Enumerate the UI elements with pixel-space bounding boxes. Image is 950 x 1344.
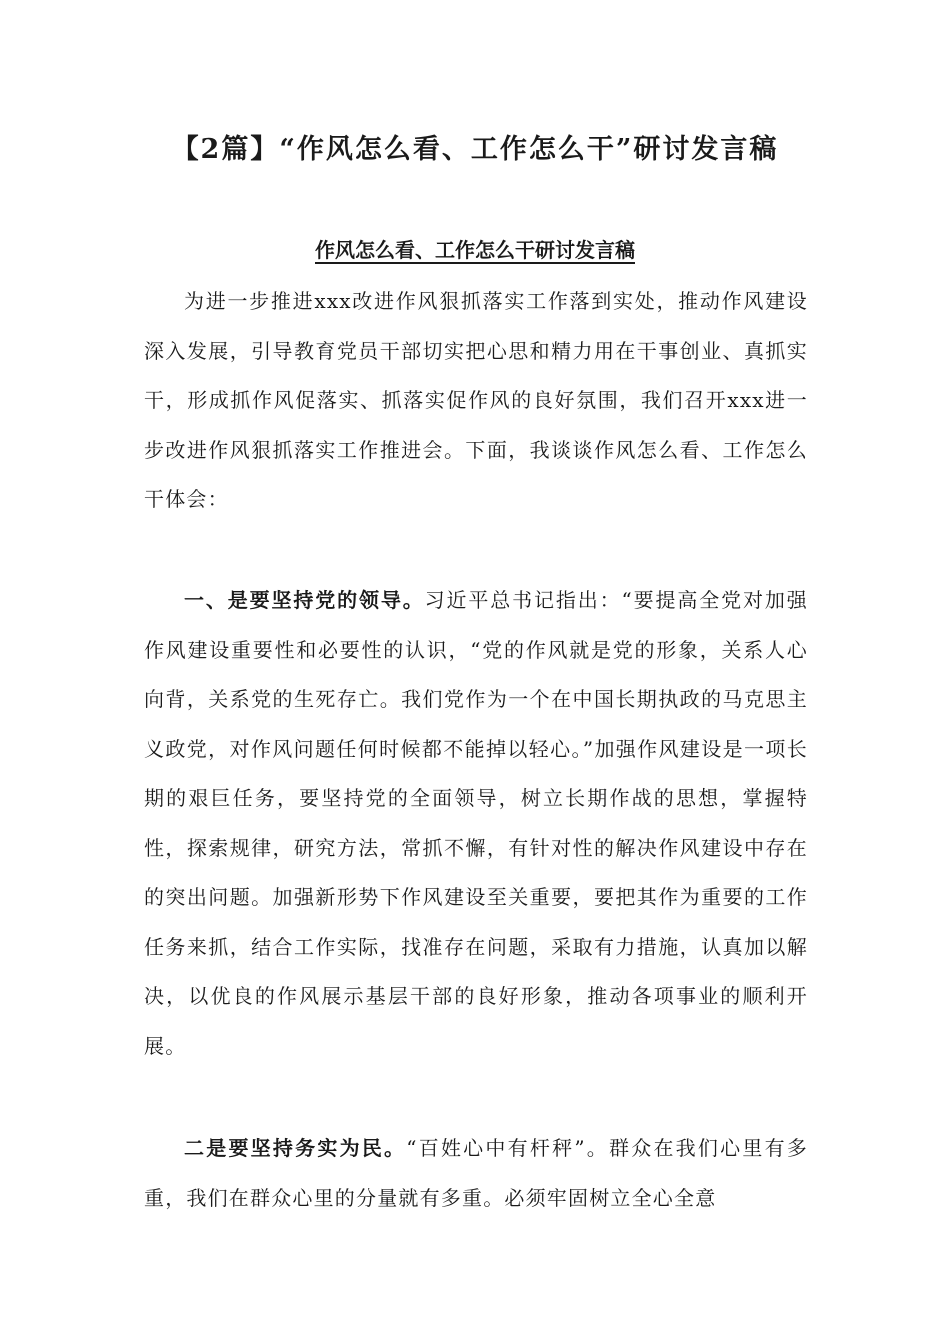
section-2-heading: 二是要坚持务实为民。 [184, 1136, 407, 1160]
section-1-paragraph [144, 576, 808, 1071]
document-subtitle [0, 234, 950, 266]
subtitle-text: 作风怎么看、工作怎么干研讨发言稿 [315, 238, 635, 262]
section-1-heading: 一、是要坚持党的领导。 [184, 588, 425, 612]
section-2-paragraph [144, 1124, 808, 1223]
section-1-body: 习近平总书记指出：“要提高全党对加强作风建设重要性和必要性的认识，“党的作风就是党的形象，关系人心向背，关系党的生死存亡。我们党作为一个在中国长期执政的马克思主义政党，对作风问题任何时候都不能掉以轻心。”加强作风建设是一项长期的艰巨任务，要坚持党的全面领导，树立长期作战的思想，掌握特性，探索规律，研究方法，常抓不懈，有针对性的解决作风建设中存在的突出问题。加强新形势下作风建设至关重要，要把其作为重要的工作任务来抓，结合工作实际，找准存在问题，采取有力措施，认真加以解决，以优良的作风展示基层干部的良好形象，推动各项事业的顺利开展。 [144, 588, 808, 1058]
section-2-body: “百姓心中有杆秤”。群众在我们心里有多重，我们在群众心里的分量就有多重。必须牢固树立全心全意 [144, 1136, 809, 1210]
intro-paragraph: 为进一步推进xxx改进作风狠抓落实工作落到实处，推动作风建设深入发展，引导教育党员干部切实把心思和精力用在干事创业、真抓实干，形成抓作风促落实、抓落实促作风的良好氛围，我们召开xxx进一步改进作风狠抓落实工作推进会。下面，我谈谈作风怎么看、工作怎么干体会： [144, 289, 808, 511]
document-title: 【2篇】“作风怎么看、工作怎么干”研讨发言稿 [171, 134, 779, 165]
